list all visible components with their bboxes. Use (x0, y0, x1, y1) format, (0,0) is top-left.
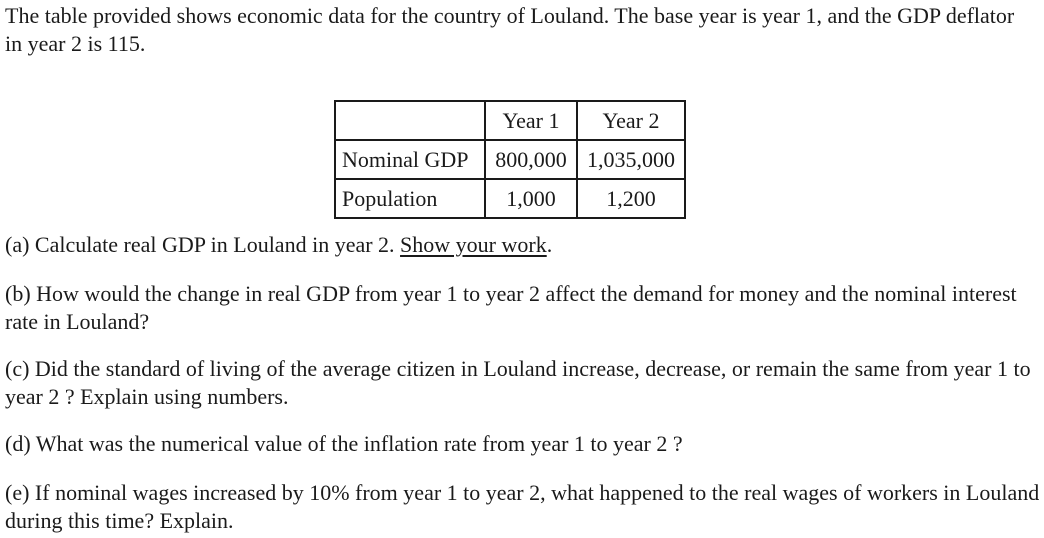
table-row-population (335, 179, 685, 218)
table-header-row (335, 101, 685, 140)
row-label-population: Population (335, 179, 485, 218)
question-e: (e) If nominal wages increased by 10% from year 1 to year 2, what happened to the real wages of workers in Louland during this time? Explain. (5, 480, 1040, 533)
table-row-nominal-gdp (335, 140, 685, 179)
header-year-2: Year 2 (577, 101, 685, 140)
question-a (5, 231, 1040, 259)
population-year-1: 1,000 (485, 179, 577, 218)
intro-paragraph: The table provided shows economic data for the country of Louland. The base year is year 1, and the GDP deflator in year 2 is 115. (5, 3, 1015, 56)
nominal-gdp-year-2: 1,035,000 (577, 140, 685, 179)
question-b: (b) How would the change in real GDP from year 1 to year 2 affect the demand for money and the nominal interest rate in Louland? (5, 281, 1017, 334)
question-a-show-work: Show your work (400, 232, 547, 257)
population-year-2: 1,200 (577, 179, 685, 218)
question-c: (c) Did the standard of living of the average citizen in Louland increase, decrease, or remain the same from year 1 to year 2 ? Explain using numbers. (5, 356, 1031, 409)
question-a-end: . (546, 232, 553, 257)
nominal-gdp-year-1: 800,000 (485, 140, 577, 179)
question-a-text: (a) Calculate real GDP in Louland in year 2. (5, 232, 401, 257)
row-label-nominal-gdp: Nominal GDP (335, 140, 485, 179)
question-d: (d) What was the numerical value of the inflation rate from year 1 to year 2 ? (5, 431, 683, 456)
table-corner-cell (335, 101, 485, 140)
economic-data-table (334, 100, 686, 219)
header-year-1: Year 1 (485, 101, 577, 140)
